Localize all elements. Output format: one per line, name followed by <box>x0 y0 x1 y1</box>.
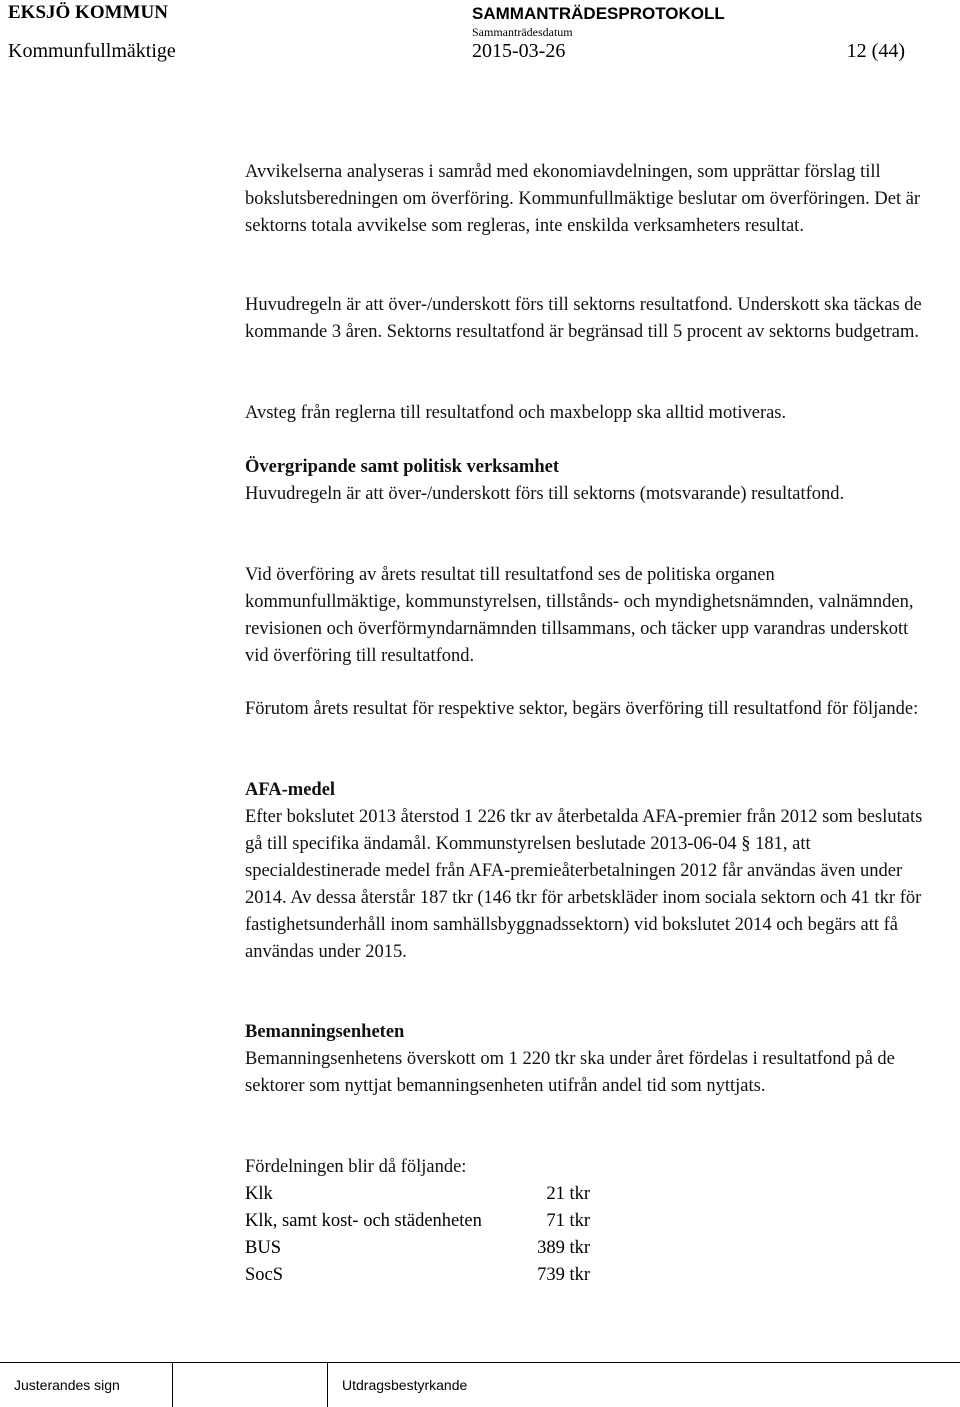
footer-divider <box>0 1362 960 1363</box>
footer-separator <box>172 1362 173 1407</box>
body-name: Kommunfullmäktige <box>8 40 176 62</box>
distribution-name: BUS <box>245 1238 281 1258</box>
meeting-date: 2015-03-26 <box>472 40 566 62</box>
paragraph-transfer-request: Förutom årets resultat för respektive sektor, begärs överföring till resultatfond för följande: <box>245 699 919 719</box>
table-row <box>245 1262 590 1289</box>
paragraph-exceptions: Avsteg från reglerna till resultatfond och maxbelopp ska alltid motiveras. <box>245 403 787 423</box>
distribution-name: Klk <box>245 1184 273 1204</box>
paragraph-main-rule: Huvudregeln är att över-/underskott förs till sektorns resultatfond. Underskott ska täckas de kommande 3 åren. Sektorns resultatfond är begränsad till 5 procent av sektorns budgetram. <box>245 295 922 342</box>
paragraph-analysis: Avvikelserna analyseras i samråd med ekonomiavdelningen, som upprättar förslag till bokslutsberedningen om överföring. Kommunfullmäktige beslutar om överföringen. Det är sektorns totala avvikelse som regleras, inte enskilda verksamheters resultat. <box>245 162 921 236</box>
document-type: SAMMANTRÄDESPROTOKOLL <box>472 4 725 23</box>
distribution-table <box>245 1181 590 1289</box>
distribution-amount: 21 tkr <box>546 1184 590 1204</box>
date-label: Sammanträdesdatum <box>472 25 573 39</box>
distribution-amount: 389 tkr <box>537 1238 590 1258</box>
org-name: EKSJÖ KOMMUN <box>8 2 168 23</box>
page-number: 12 (44) <box>846 40 905 62</box>
table-row <box>245 1235 590 1262</box>
paragraph-overall-rule: Huvudregeln är att över-/underskott förs till sektorns (motsvarande) resultatfond. <box>245 484 845 504</box>
paragraph-distribution-intro: Fördelningen blir då följande: <box>245 1157 467 1177</box>
footer-extract-label: Utdragsbestyrkande <box>342 1377 468 1393</box>
table-row <box>245 1208 590 1235</box>
footer-sign-label: Justerandes sign <box>14 1377 120 1393</box>
heading-overall-political: Övergripande samt politisk verksamhet <box>245 457 559 477</box>
paragraph-political-bodies: Vid överföring av årets resultat till resultatfond ses de politiska organen kommunfullmäktige, kommunstyrelsen, tillstånds- och myndighetsnämnden, valnämnden, revisionen och överförmyndarnämnden tillsammans, och täcker upp varandras underskott vid överföring till resultatfond. <box>245 565 914 666</box>
paragraph-staffing-unit: Bemanningsenhetens överskott om 1 220 tkr ska under året fördelas i resultatfond på de sektorer som nyttjat bemanningsenheten utifrån andel tid som nyttjats. <box>245 1049 895 1096</box>
table-row <box>245 1181 590 1208</box>
footer-separator <box>327 1362 328 1407</box>
heading-afa: AFA-medel <box>245 780 336 800</box>
distribution-name: SocS <box>245 1265 284 1285</box>
distribution-amount: 71 tkr <box>546 1211 590 1231</box>
paragraph-afa: Efter bokslutet 2013 återstod 1 226 tkr av återbetalda AFA-premier från 2012 som beslutats gå till specifika ändamål. Kommunstyrelsen beslutade 2013-06-04 § 181, att specialdestinerade medel från AFA-premieåterbetalningen 2012 får användas även under 2014. Av dessa återstår 187 tkr (146 tkr för arbetskläder inom sociala sektorn och 41 tkr för fastighetsunderhåll inom samhällsbyggnadssektorn) vid bokslutet 2014 och begärs att få användas under 2015. <box>245 807 923 962</box>
distribution-name: Klk, samt kost- och städenheten <box>245 1211 482 1231</box>
heading-staffing-unit: Bemanningsenheten <box>245 1022 405 1042</box>
distribution-amount: 739 tkr <box>537 1265 590 1285</box>
